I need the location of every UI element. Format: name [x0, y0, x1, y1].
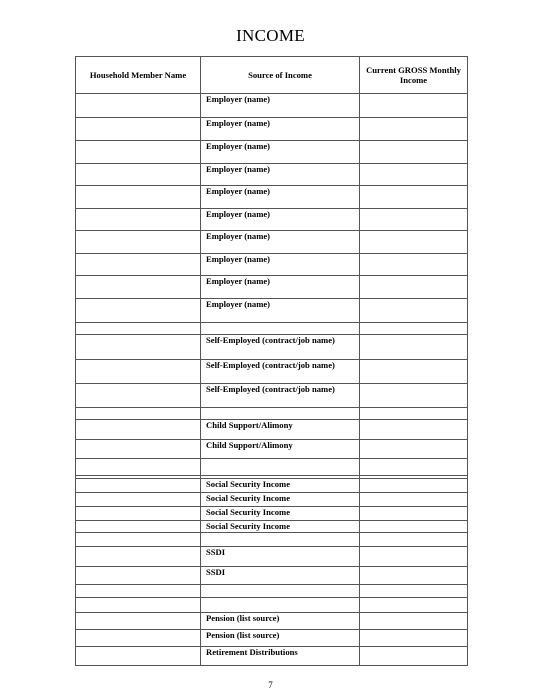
income-source-cell: Employer (name) [201, 141, 360, 164]
monthly-income-cell[interactable] [360, 164, 468, 186]
header-current-gross-monthly-income: Current GROSS Monthly Income [360, 57, 468, 94]
income-source-cell: SSDI [201, 547, 360, 567]
member-name-cell[interactable] [76, 598, 201, 613]
member-name-cell[interactable] [76, 94, 201, 118]
member-name-cell[interactable] [76, 440, 201, 459]
member-name-cell[interactable] [76, 521, 201, 533]
income-source-cell [201, 598, 360, 613]
income-source-cell: Self-Employed (contract/job name) [201, 335, 360, 360]
table-row [76, 493, 468, 507]
income-source-cell [201, 408, 360, 420]
table-row [76, 335, 468, 360]
monthly-income-cell[interactable] [360, 533, 468, 547]
monthly-income-cell[interactable] [360, 276, 468, 299]
member-name-cell[interactable] [76, 585, 201, 598]
income-source-cell: Employer (name) [201, 254, 360, 276]
monthly-income-cell[interactable] [360, 408, 468, 420]
income-source-cell: Pension (list source) [201, 613, 360, 630]
monthly-income-cell[interactable] [360, 335, 468, 360]
table-row [76, 547, 468, 567]
table-row [76, 323, 468, 335]
table-row [76, 231, 468, 254]
income-source-cell: Employer (name) [201, 231, 360, 254]
income-source-cell [201, 323, 360, 335]
monthly-income-cell[interactable] [360, 141, 468, 164]
income-source-cell: Self-Employed (contract/job name) [201, 360, 360, 384]
income-source-cell: Child Support/Alimony [201, 420, 360, 440]
member-name-cell[interactable] [76, 567, 201, 585]
member-name-cell[interactable] [76, 408, 201, 420]
table-row [76, 360, 468, 384]
income-source-cell: Employer (name) [201, 186, 360, 209]
monthly-income-cell[interactable] [360, 209, 468, 231]
member-name-cell[interactable] [76, 630, 201, 647]
member-name-cell[interactable] [76, 507, 201, 521]
table-header-row [76, 57, 468, 94]
monthly-income-cell[interactable] [360, 231, 468, 254]
monthly-income-cell[interactable] [360, 384, 468, 408]
member-name-cell[interactable] [76, 335, 201, 360]
income-source-cell: Social Security Income [201, 507, 360, 521]
member-name-cell[interactable] [76, 186, 201, 209]
income-table-body [76, 94, 468, 666]
monthly-income-cell[interactable] [360, 493, 468, 507]
table-row [76, 521, 468, 533]
income-source-cell: Pension (list source) [201, 630, 360, 647]
monthly-income-cell[interactable] [360, 254, 468, 276]
member-name-cell[interactable] [76, 360, 201, 384]
table-row [76, 533, 468, 547]
income-source-cell: Social Security Income [201, 479, 360, 493]
income-source-cell: Employer (name) [201, 118, 360, 141]
member-name-cell[interactable] [76, 547, 201, 567]
income-source-cell: Employer (name) [201, 209, 360, 231]
income-source-cell: Employer (name) [201, 299, 360, 323]
table-row [76, 647, 468, 666]
monthly-income-cell[interactable] [360, 521, 468, 533]
member-name-cell[interactable] [76, 209, 201, 231]
monthly-income-cell[interactable] [360, 647, 468, 666]
table-row [76, 408, 468, 420]
income-source-cell [201, 533, 360, 547]
monthly-income-cell[interactable] [360, 585, 468, 598]
table-row [76, 141, 468, 164]
income-source-cell: Retirement Distributions [201, 647, 360, 666]
income-source-cell: SSDI [201, 567, 360, 585]
income-source-cell [201, 459, 360, 476]
income-source-cell: Employer (name) [201, 276, 360, 299]
table-row [76, 598, 468, 613]
monthly-income-cell[interactable] [360, 440, 468, 459]
table-row [76, 585, 468, 598]
monthly-income-cell[interactable] [360, 479, 468, 493]
monthly-income-cell[interactable] [360, 186, 468, 209]
table-row [76, 459, 468, 476]
table-row [76, 186, 468, 209]
income-source-cell: Employer (name) [201, 94, 360, 118]
table-row [76, 440, 468, 459]
header-household-member-name: Household Member Name [76, 57, 201, 94]
member-name-cell[interactable] [76, 141, 201, 164]
monthly-income-cell[interactable] [360, 459, 468, 476]
member-name-cell[interactable] [76, 384, 201, 408]
monthly-income-cell[interactable] [360, 118, 468, 141]
page-number: 7 [268, 680, 273, 690]
income-source-cell: Social Security Income [201, 521, 360, 533]
monthly-income-cell[interactable] [360, 567, 468, 585]
table-row [76, 299, 468, 323]
header-source-of-income: Source of Income [201, 57, 360, 94]
member-name-cell[interactable] [76, 479, 201, 493]
table-row [76, 118, 468, 141]
member-name-cell[interactable] [76, 613, 201, 630]
table-row [76, 507, 468, 521]
page-title: INCOME [236, 26, 305, 45]
member-name-cell[interactable] [76, 323, 201, 335]
member-name-cell[interactable] [76, 118, 201, 141]
income-source-cell: Child Support/Alimony [201, 440, 360, 459]
member-name-cell[interactable] [76, 533, 201, 547]
table-row [76, 479, 468, 493]
income-source-cell [201, 585, 360, 598]
member-name-cell[interactable] [76, 164, 201, 186]
income-source-cell: Social Security Income [201, 493, 360, 507]
member-name-cell[interactable] [76, 459, 201, 476]
member-name-cell[interactable] [76, 647, 201, 666]
monthly-income-cell[interactable] [360, 360, 468, 384]
table-row [76, 209, 468, 231]
monthly-income-cell[interactable] [360, 323, 468, 335]
monthly-income-cell[interactable] [360, 613, 468, 630]
table-row [76, 420, 468, 440]
monthly-income-cell[interactable] [360, 299, 468, 323]
income-table [75, 56, 468, 666]
member-name-cell[interactable] [76, 299, 201, 323]
member-name-cell[interactable] [76, 231, 201, 254]
table-row [76, 254, 468, 276]
table-row [76, 630, 468, 647]
table-row [76, 276, 468, 299]
table-row [76, 567, 468, 585]
monthly-income-cell[interactable] [360, 598, 468, 613]
table-row [76, 384, 468, 408]
monthly-income-cell[interactable] [360, 420, 468, 440]
income-source-cell: Self-Employed (contract/job name) [201, 384, 360, 408]
income-source-cell: Employer (name) [201, 164, 360, 186]
member-name-cell[interactable] [76, 276, 201, 299]
table-row [76, 613, 468, 630]
monthly-income-cell[interactable] [360, 94, 468, 118]
member-name-cell[interactable] [76, 493, 201, 507]
table-row [76, 94, 468, 118]
monthly-income-cell[interactable] [360, 630, 468, 647]
table-row [76, 164, 468, 186]
monthly-income-cell[interactable] [360, 507, 468, 521]
monthly-income-cell[interactable] [360, 547, 468, 567]
member-name-cell[interactable] [76, 420, 201, 440]
member-name-cell[interactable] [76, 254, 201, 276]
